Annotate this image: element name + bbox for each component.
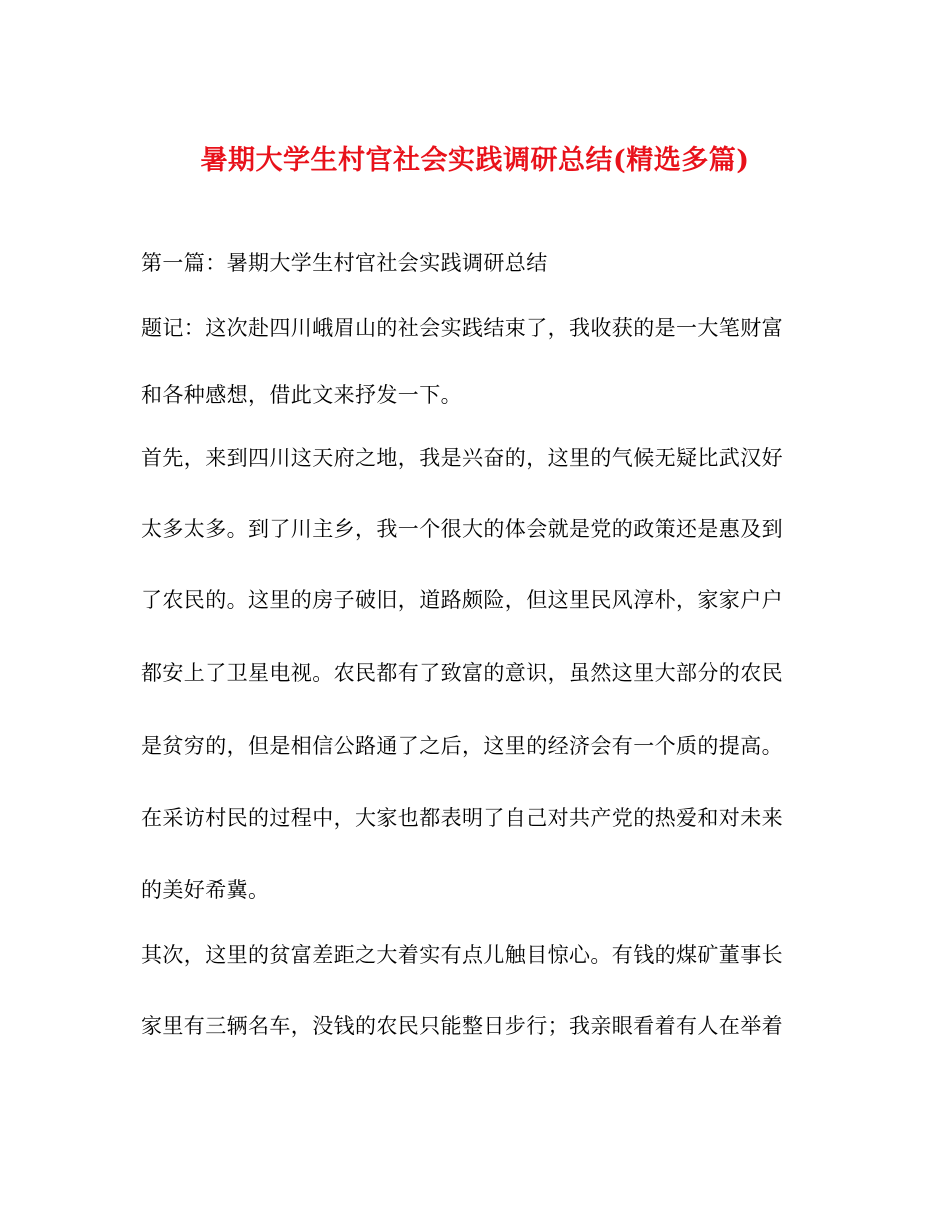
- section-heading: 第一篇：暑期大学生村官社会实践调研总结: [141, 251, 548, 275]
- document-title: 暑期大学生村官社会实践调研总结(精选多篇): [200, 145, 750, 176]
- paragraph-line: 题记：这次赴四川峨眉山的社会实践结束了，我收获的是一大笔财富: [141, 316, 783, 340]
- paragraph-line: 是贫穷的，但是相信公路通了之后，这里的经济会有一个质的提高。: [141, 734, 783, 758]
- paragraph-line: 了农民的。这里的房子破旧，道路颇险，但这里民风淳朴，家家户户: [141, 588, 783, 612]
- paragraph-line: 家里有三辆名车，没钱的农民只能整日步行；我亲眼看着有人在举着: [141, 1014, 783, 1038]
- paragraph-line: 和各种感想，借此文来抒发一下。: [141, 383, 462, 407]
- paragraph-line: 太多太多。到了川主乡，我一个很大的体会就是党的政策还是惠及到: [141, 517, 783, 541]
- paragraph-line: 其次，这里的贫富差距之大着实有点儿触目惊心。有钱的煤矿董事长: [141, 943, 783, 967]
- paragraph-line: 都安上了卫星电视。农民都有了致富的意识，虽然这里大部分的农民: [141, 661, 783, 685]
- paragraph-line: 在采访村民的过程中，大家也都表明了自己对共产党的热爱和对未来: [141, 806, 783, 830]
- paragraph-line: 首先，来到四川这天府之地，我是兴奋的，这里的气候无疑比武汉好: [141, 446, 783, 470]
- paragraph-line: 的美好希冀。: [141, 878, 270, 902]
